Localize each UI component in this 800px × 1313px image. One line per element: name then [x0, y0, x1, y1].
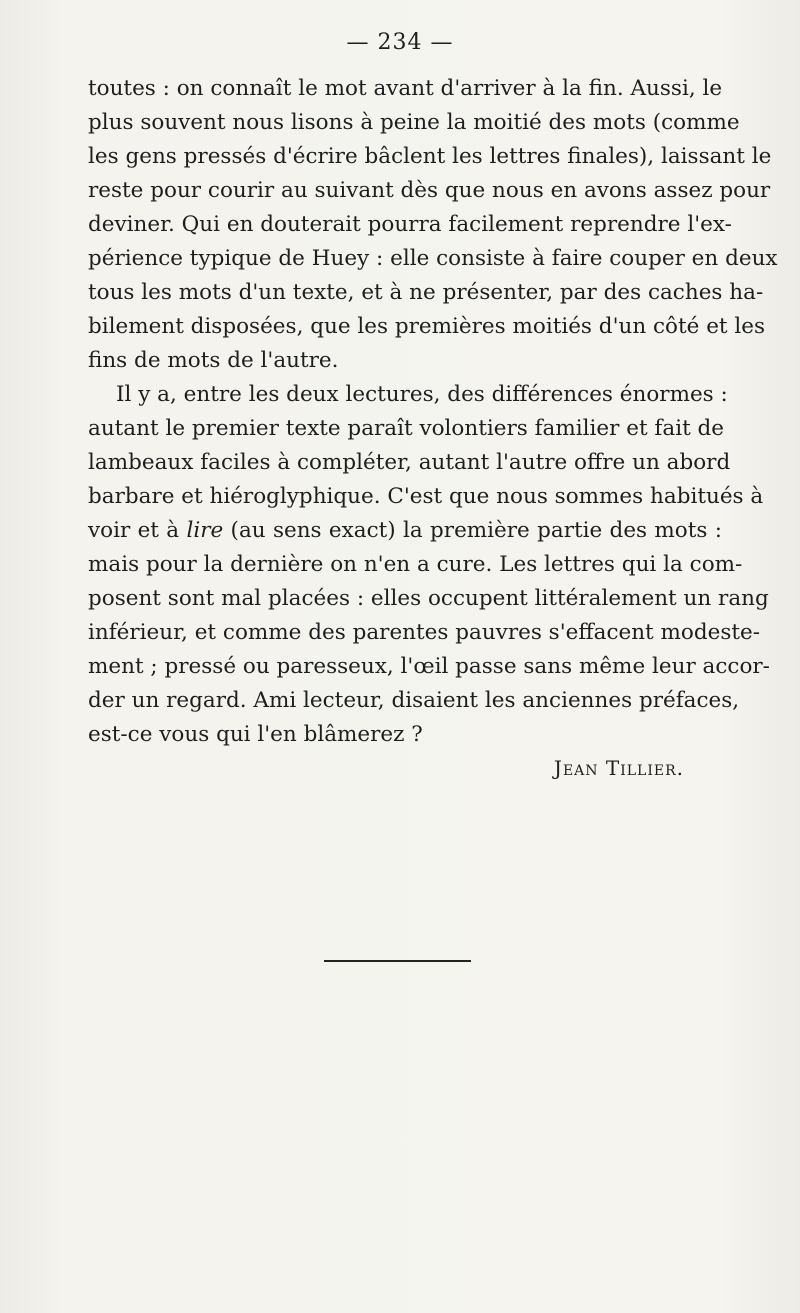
text-line: deviner. Qui en douterait pourra facilement reprendre l'ex- — [88, 212, 732, 237]
text-line: autant le premier texte paraît volontiers familier et fait de — [88, 416, 725, 441]
body-text — [88, 72, 778, 752]
text-line: périence typique de Huey : elle consiste à faire couper en deux — [88, 246, 778, 271]
text-line: posent sont mal placées : elles occupent littéralement un rang — [88, 586, 769, 611]
paragraph-1 — [88, 72, 778, 378]
text-line: est-ce vous qui l'en blâmerez ? — [88, 722, 423, 747]
text-line: barbare et hiéroglyphique. C'est que nous sommes habitués à — [88, 484, 764, 509]
text-line: ment ; pressé ou paresseux, l'œil passe sans même leur accor- — [88, 654, 770, 679]
page-number: — 234 — — [346, 30, 454, 55]
text-line: les gens pressés d'écrire bâclent les lettres finales), laissant le — [88, 144, 772, 169]
text-line: lambeaux faciles à compléter, autant l'autre offre un abord — [88, 450, 731, 475]
text-line: mais pour la dernière on n'en a cure. Les lettres qui la com- — [88, 552, 743, 577]
text-line: plus souvent nous lisons à peine la moitié des mots (comme — [88, 110, 740, 135]
text-line: bilement disposées, que les premières moitiés d'un côté et les — [88, 314, 766, 339]
text-line: der un regard. Ami lecteur, disaient les anciennes préfaces, — [88, 688, 740, 713]
paragraph-2 — [88, 378, 770, 752]
text-line: reste pour courir au suivant dès que nous en avons assez pour — [88, 178, 771, 203]
text-line: inférieur, et comme des parentes pauvres s'effacent modeste- — [88, 620, 761, 645]
author-signature: Jean Tillier. — [553, 756, 684, 780]
text-line: fins de mots de l'autre. — [88, 348, 339, 373]
text-line: Il y a, entre les deux lectures, des différences énormes : — [116, 382, 728, 407]
text-line: voir et à lire (au sens exact) la première partie des mots : — [88, 518, 723, 543]
section-divider — [324, 960, 471, 962]
text-line: toutes : on connaît le mot avant d'arriver à la fin. Aussi, le — [88, 76, 723, 101]
text-line: tous les mots d'un texte, et à ne présenter, par des caches ha- — [88, 280, 764, 305]
